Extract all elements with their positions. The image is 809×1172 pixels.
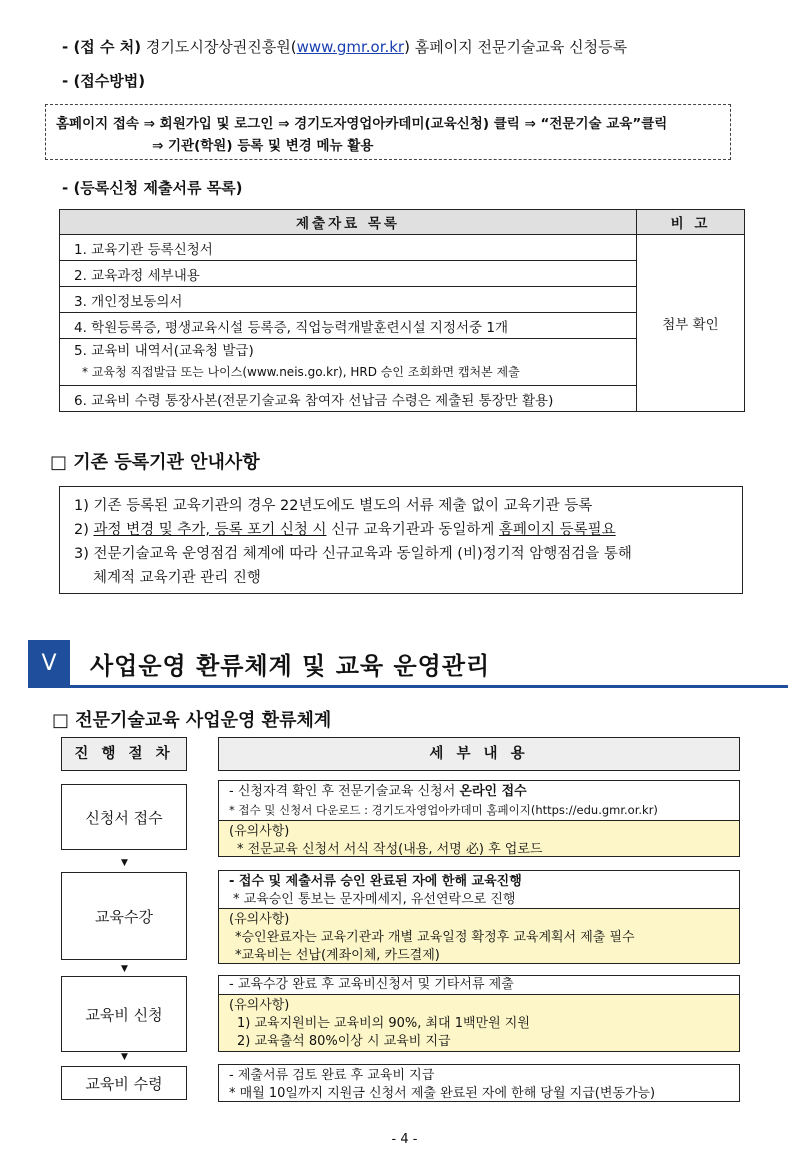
flow-step-2-note-title: (유의사항) <box>229 912 290 927</box>
flow-step-2-line-2: * 교육승인 통보는 문자메세지, 유선연락으로 진행 <box>233 892 516 907</box>
flow-step-3-note-2: 2) 교육출석 80%이상 시 교육비 지급 <box>237 1034 451 1049</box>
section-v-header <box>28 640 788 688</box>
existing-info-box <box>59 486 743 594</box>
docs-item-5-title: 5. 교육비 내역서(교육청 발급) <box>74 343 254 359</box>
flow-step-3: 교육비 신청 <box>61 976 187 1052</box>
flow-step-3-note-title: (유의사항) <box>229 998 290 1013</box>
reception-label: - (접 수 처) <box>62 38 142 56</box>
flow-step-1-line-1-bold: 온라인 접수 <box>459 784 527 799</box>
flow-step-1-note-1: * 전문교육 신청서 서식 작성(내용, 서명 必) 후 업로드 <box>237 842 543 857</box>
reception-suffix: ) 홈페이지 전문기술교육 신청등록 <box>404 38 628 56</box>
docs-note: 첨부 확인 <box>637 235 745 412</box>
docs-item: 1. 교육기관 등록신청서 <box>60 235 637 261</box>
docs-item-5 <box>60 339 637 386</box>
flow-step-2-note-2: *교육비는 선납(계좌이체, 카드결제) <box>235 948 440 963</box>
docs-item: 2. 교육과정 세부내용 <box>60 261 637 287</box>
docs-item: 6. 교육비 수령 통장사본(전문기술교육 참여자 선납금 수령은 제출된 통장만 활용) <box>60 386 637 412</box>
flow-arrow-down-icon: ▼ <box>121 1052 128 1062</box>
flow-arrow-down-icon: ▼ <box>121 858 128 868</box>
existing-heading: □ 기존 등록기관 안내사항 <box>50 452 260 473</box>
flow-step-3-line-1: - 교육수강 완료 후 교육비신청서 및 기타서류 제출 <box>229 977 514 992</box>
flow-step-1-detail <box>218 780 740 822</box>
docs-table <box>59 209 745 412</box>
section-v-badge: V <box>28 640 70 688</box>
reception-org: 경기도시장상권진흥원( <box>145 38 297 56</box>
docs-item-5-sub: * 교육청 직접발급 또는 나이스(www.neis.go.kr), HRD 승인 조회화면 캡처본 제출 <box>82 365 520 379</box>
method-box <box>45 104 731 160</box>
existing-line-3b: 체계적 교육기관 관리 진행 <box>93 570 261 586</box>
docs-header-items: 제출자료 목록 <box>60 210 637 235</box>
flow-step-3-detail <box>218 975 740 995</box>
docs-header-note: 비 고 <box>637 210 745 235</box>
existing-line-1: 1) 기존 등록된 교육기관의 경우 22년도에도 별도의 서류 제출 없이 교육기관 등록 <box>74 498 593 514</box>
existing-line-3a: 3) 전문기술교육 운영점검 체계에 따라 신규교육과 동일하게 (비)정기적 암행점검을 통해 <box>74 546 632 562</box>
flow-step-2-detail <box>218 870 740 910</box>
method-line-2: ⇒ 기관(학원) 등록 및 변경 메뉴 활용 <box>152 138 374 154</box>
flow-step-3-note <box>218 994 740 1052</box>
flow-step-2: 교육수강 <box>61 872 187 960</box>
existing-line-2-underlined-2: 홈페이지 등록필요 <box>499 522 616 538</box>
flow-arrow-down-icon: ▼ <box>121 964 128 974</box>
flow-head-detail: 세 부 내 용 <box>218 737 740 771</box>
section-v-title: 사업운영 환류체계 및 교육 운영관리 <box>90 652 491 680</box>
method-label: - (접수방법) <box>62 72 146 90</box>
method-line-1: 홈페이지 접속 ⇒ 회원가입 및 로그인 ⇒ 경기도자영업아카데미(교육신청) 클릭 ⇒ “전문기술 교육”클릭 <box>56 116 668 132</box>
existing-line-2-underlined-1: 과정 변경 및 추가, 등록 포기 신청 시 <box>93 522 327 538</box>
flow-head-step: 진 행 절 차 <box>61 737 187 771</box>
flow-step-1-line-1-text: - 신청자격 확인 후 전문기술교육 신청서 <box>229 784 460 799</box>
flow-step-4-detail <box>218 1064 740 1102</box>
docs-label: - (등록신청 제출서류 목록) <box>62 179 243 197</box>
docs-item: 4. 학원등록증, 평생교육시설 등록증, 직업능력개발훈련시설 지정서중 1개 <box>60 313 637 339</box>
flow-step-2-note <box>218 908 740 964</box>
flow-step-2-note-1: *승인완료자는 교육기관과 개별 교육일정 확정후 교육계획서 제출 필수 <box>235 930 635 945</box>
existing-line-2-prefix: 2) <box>74 522 94 538</box>
reception-url-link[interactable]: www.gmr.or.kr <box>296 38 405 56</box>
flow-step-4: 교육비 수령 <box>61 1066 187 1100</box>
flow-step-1: 신청서 접수 <box>61 784 187 850</box>
docs-item: 3. 개인정보동의서 <box>60 287 637 313</box>
existing-line-2 <box>74 518 728 542</box>
flow-step-1-note <box>218 820 740 857</box>
page-number: - 4 - <box>391 1132 418 1147</box>
existing-line-2-middle: 신규 교육기관과 동일하게 <box>326 522 499 538</box>
flow-step-4-line-2: * 매월 10일까지 지원금 신청서 제출 완료된 자에 한해 당월 지급(변동가능) <box>229 1086 656 1101</box>
flow-step-1-line-1 <box>229 783 729 801</box>
flow-step-3-note-1: 1) 교육지원비는 교육비의 90%, 최대 1백만원 지원 <box>237 1016 530 1031</box>
flow-step-2-line-1: - 접수 및 제출서류 승인 완료된 자에 한해 교육진행 <box>229 874 522 889</box>
flow-step-4-line-1: - 제출서류 검토 완료 후 교육비 지급 <box>229 1068 435 1083</box>
flow-heading: □ 전문기술교육 사업운영 환류체계 <box>52 710 332 731</box>
reception-line <box>62 36 627 57</box>
flow-step-1-line-2: * 접수 및 신청서 다운로드 : 경기도자영업아카데미 홈페이지(https://edu.gmr.or.kr) <box>229 803 658 817</box>
flow-step-1-note-title: (유의사항) <box>229 824 290 839</box>
